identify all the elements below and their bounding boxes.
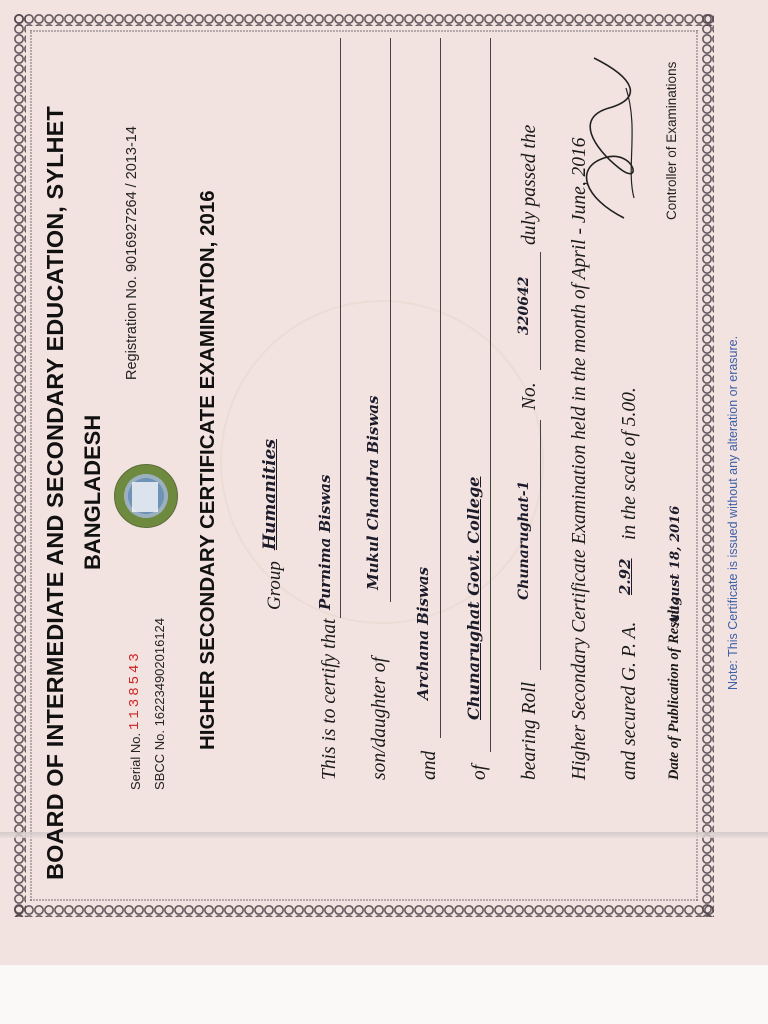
father-name: Mukul Chandra Biswas bbox=[364, 395, 382, 590]
board-country: BANGLADESH bbox=[80, 414, 105, 570]
publication-date: August 18, 2016 bbox=[668, 505, 683, 625]
and-label: and bbox=[419, 750, 440, 780]
seal-book-icon bbox=[132, 482, 158, 512]
registration-number: Registration No. 9016927264 / 2013-14 bbox=[124, 126, 140, 380]
mother-name: Archana Biswas bbox=[414, 566, 432, 700]
exam-statement: Higher Secondary Certificate Examination held in the month of April - June, 2016 bbox=[569, 137, 590, 780]
certificate-note: Note: This Certificate is issued without any alteration or erasure. bbox=[726, 335, 740, 690]
scan-background bbox=[0, 965, 768, 1024]
board-title: BOARD OF INTERMEDIATE AND SECONDARY EDUCATION, SYLHET bbox=[42, 106, 68, 880]
group-value: Humanities bbox=[260, 439, 280, 550]
mother-underline bbox=[440, 38, 441, 738]
publication-date-label: Date of Publication of Result : bbox=[666, 597, 682, 780]
roll-no-label: No. bbox=[519, 382, 540, 410]
of-label: of bbox=[469, 764, 490, 780]
exam-centre: Chunarughat-1 bbox=[516, 480, 532, 600]
gpa-value: 2.92 bbox=[616, 558, 634, 595]
gpa-label: and secured G. P. A. bbox=[619, 621, 640, 780]
roll-number: 320642 bbox=[516, 276, 532, 335]
gpa-scale: in the scale of 5.00. bbox=[619, 387, 640, 540]
certificate-content bbox=[24, 20, 740, 900]
border-bottom bbox=[14, 905, 714, 917]
exam-title: HIGHER SECONDARY CERTIFICATE EXAMINATION, 2016 bbox=[196, 190, 219, 750]
certify-label: This is to certify that bbox=[319, 618, 340, 780]
serial-number: 1138543 bbox=[127, 650, 143, 730]
roll-label: bearing Roll bbox=[519, 681, 540, 780]
college-name: Chunarughat Govt. College bbox=[464, 476, 483, 720]
serial-label: Serial No. bbox=[128, 732, 143, 790]
controller-title: Controller of Examinations bbox=[664, 61, 679, 220]
name-underline bbox=[340, 38, 341, 618]
passed-label: duly passed the bbox=[519, 124, 540, 245]
centre-underline bbox=[540, 420, 541, 670]
sbcc-number: SBCC No. 162234902016124 bbox=[152, 617, 167, 790]
roll-underline bbox=[540, 252, 541, 370]
father-underline bbox=[390, 38, 391, 602]
group-label: Group bbox=[264, 561, 285, 610]
controller-signature bbox=[564, 48, 654, 228]
college-underline bbox=[490, 38, 491, 752]
candidate-name: Purnima Biswas bbox=[316, 474, 334, 610]
parent-label: son/daughter of bbox=[369, 657, 390, 780]
